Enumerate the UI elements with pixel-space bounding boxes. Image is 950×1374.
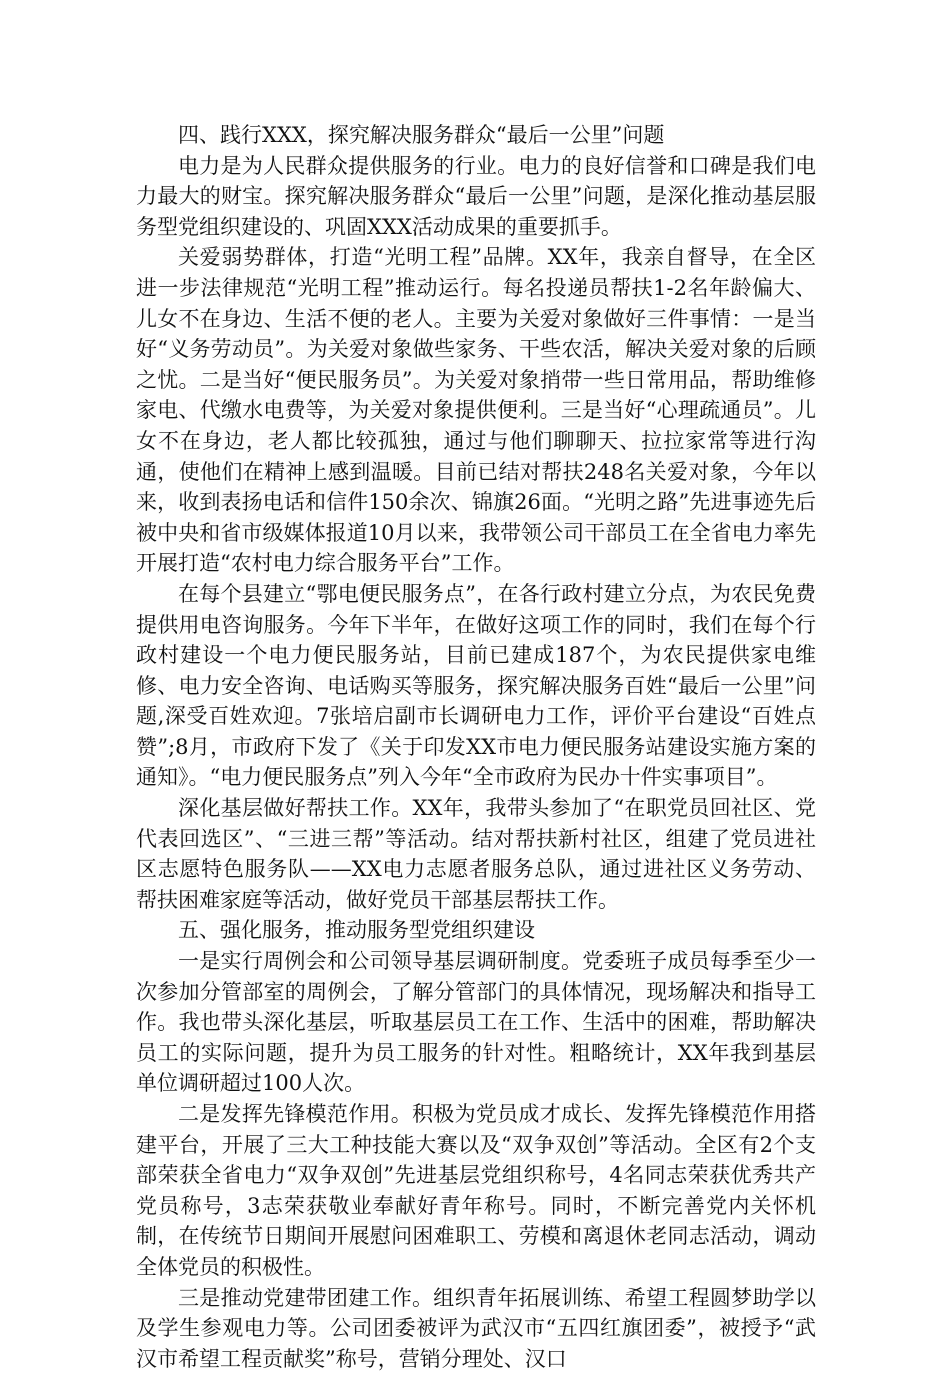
body-paragraph: 关爱弱势群体，打造“光明工程”品牌。XX年，我亲自督导，在全区进一步法律规范“光明工程”推动运行。每名投递员帮扶1-2名年龄偏大、儿女不在身边、生活不便的老人。主要为关爱对象做好三件事情：一是当好“义务劳动员”。为关爱对象做些家务、干些农活，解决关爱对象的后顾之忧。二是当好“便民服务员”。为关爱对象捎带一些日常用品，帮助维修家电、代缴水电费等，为关爱对象提供便利。三是当好“心理疏通员”。儿女不在身边，老人都比较孤独，通过与他们聊聊天、拉拉家常等进行沟通，使他们在精神上感到温暖。目前已结对帮扶248名关爱对象，今年以来，收到表扬电话和信件150余次、锦旗26面。“光明之路”先进事迹先后被中央和省市级媒体报道10月以来，我带领公司干部员工在全省电力率先开展打造“农村电力综合服务平台”工作。 bbox=[136, 245, 816, 576]
body-paragraph: 电力是为人民群众提供服务的行业。电力的良好信誉和口碑是我们电力最大的财宝。探究解决服务群众“最后一公里”问题，是深化推动基层服务型党组织建设的、巩固XXX活动成果的重要抓手。 bbox=[136, 153, 816, 239]
body-paragraph: 在每个县建立“鄂电便民服务点”，在各行政村建立分点，为农民免费提供用电咨询服务。今年下半年，在做好这项工作的同时，我们在每个行政村建设一个电力便民服务站，目前已建成187个，为农民提供家电维修、电力安全咨询、电话购买等服务，探究解决服务百姓“最后一公里”问题,深受百姓欢迎。7张培启副市长调研电力工作，评价平台建设“百姓点赞”;8月，市政府下发了《关于印发XX市电力便民服务站建设实施方案的通知》。“电力便民服务点”列入今年“全市政府为民办十件实事项目”。 bbox=[136, 581, 816, 790]
document-body bbox=[136, 120, 816, 1374]
section-heading: 四、践行XXX，探究解决服务群众“最后一公里”问题 bbox=[178, 123, 665, 147]
section-heading: 五、强化服务，推动服务型党组织建设 bbox=[178, 918, 535, 943]
body-paragraph: 一是实行周例会和公司领导基层调研制度。党委班子成员每季至少一次参加分管部室的周例会，了解分管部门的具体情况，现场解决和指导工作。我也带头深化基层，听取基层员工在工作、生活中的困难，帮助解决员工的实际问题，提升为员工服务的针对性。粗略统计，XX年我到基层单位调研超过100人次。 bbox=[136, 949, 816, 1096]
body-paragraph: 三是推动党建带团建工作。组织青年拓展训练、希望工程圆梦助学以及学生参观电力等。公司团委被评为武汉市“五四红旗团委”，被授予“武汉市希望工程贡献奖”称号，营销分理处、汉口 bbox=[136, 1285, 816, 1371]
body-paragraph: 深化基层做好帮扶工作。XX年，我带头参加了“在职党员回社区、党代表回选区”、“三进三帮”等活动。结对帮扶新村社区，组建了党员进社区志愿特色服务队——XX电力志愿者服务总队，通过进社区义务劳动、帮扶困难家庭等活动，做好党员干部基层帮扶工作。 bbox=[136, 796, 816, 912]
body-paragraph: 二是发挥先锋模范作用。积极为党员成才成长、发挥先锋模范作用搭建平台，开展了三大工种技能大赛以及“双争双创”等活动。全区有2个支部荣获全省电力“双争双创”先进基层党组织称号，4名同志荣获优秀共产党员称号，3志荣获敬业奉献好青年称号。同时，不断完善党内关怀机制，在传统节日期间开展慰问困难职工、劳模和离退休老同志活动，调动全体党员的积极性。 bbox=[136, 1102, 816, 1279]
